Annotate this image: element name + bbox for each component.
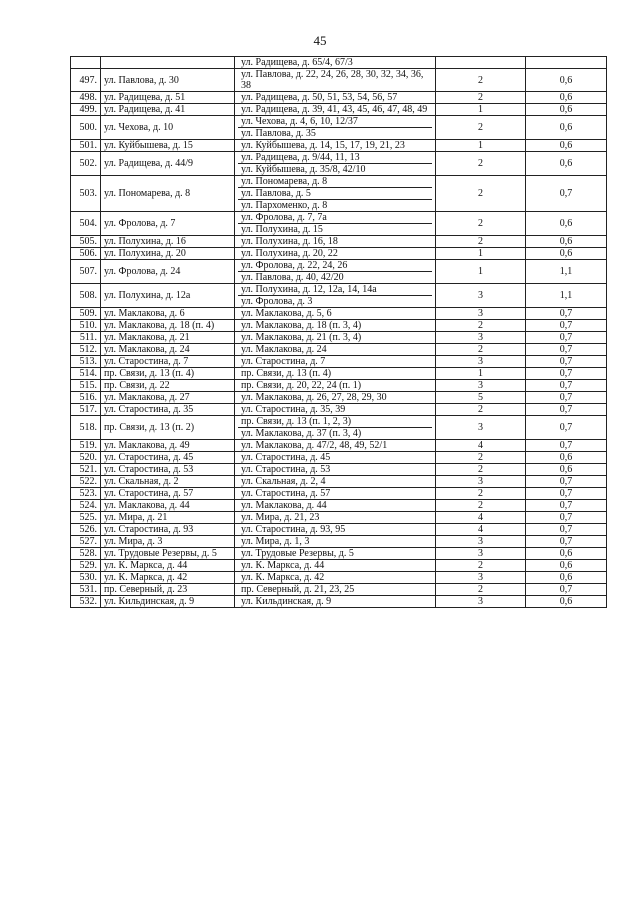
cell-value: 1,1 <box>526 260 607 284</box>
cell-address: ул. Старостина, д. 45 <box>101 452 235 464</box>
cell-count: 2 <box>436 464 526 476</box>
cell-value: 0,7 <box>526 440 607 452</box>
cell-address: ул. Пономарева, д. 8 <box>101 176 235 212</box>
cell-house-list <box>235 416 436 440</box>
cell-number: 525. <box>71 512 101 524</box>
cell-count: 2 <box>436 560 526 572</box>
table-row <box>71 344 607 356</box>
cell-number: 498. <box>71 92 101 104</box>
table-row <box>71 308 607 320</box>
house-list-line: ул. Полухина, д. 15 <box>238 223 432 235</box>
cell-house-list <box>235 356 436 368</box>
house-list-line: пр. Связи, д. 20, 22, 24 (п. 1) <box>241 380 362 391</box>
cell-value: 0,7 <box>526 500 607 512</box>
cell-house-list <box>235 476 436 488</box>
house-list-line: ул. Старостина, д. 93, 95 <box>241 524 346 535</box>
house-list-line: ул. Старостина, д. 53 <box>241 464 331 475</box>
cell-house-list <box>235 536 436 548</box>
house-list-line: ул. Фролова, д. 7, 7а <box>241 212 327 223</box>
cell-house-list <box>235 500 436 512</box>
cell-value: 0,6 <box>526 548 607 560</box>
cell-house-list <box>235 368 436 380</box>
table-row <box>71 92 607 104</box>
cell-number: 511. <box>71 332 101 344</box>
cell-number: 524. <box>71 500 101 512</box>
cell-address <box>101 57 235 69</box>
cell-count: 3 <box>436 476 526 488</box>
cell-number: 518. <box>71 416 101 440</box>
cell-value: 0,6 <box>526 464 607 476</box>
cell-count: 3 <box>436 356 526 368</box>
cell-address: ул. Маклакова, д. 49 <box>101 440 235 452</box>
cell-address: пр. Связи, д. 13 (п. 2) <box>101 416 235 440</box>
table-row <box>71 332 607 344</box>
cell-house-list <box>235 176 436 212</box>
house-list-line: ул. К. Маркса, д. 42 <box>241 572 325 583</box>
page-number: 45 <box>313 33 327 48</box>
house-list-line: ул. Павлова, д. 22, 24, 26, 28, 30, 32, 34, 36, 38 <box>241 69 424 91</box>
house-list-line: ул. Кильдинская, д. 9 <box>241 596 332 607</box>
table-row <box>71 548 607 560</box>
cell-count: 3 <box>436 416 526 440</box>
cell-house-list <box>235 92 436 104</box>
table-body <box>71 57 607 608</box>
cell-value: 0,7 <box>526 536 607 548</box>
house-list-line: ул. Мира, д. 1, 3 <box>241 536 310 547</box>
table-row <box>71 368 607 380</box>
table-row <box>71 560 607 572</box>
house-list-line: ул. Куйбышева, д. 35/8, 42/10 <box>238 163 432 175</box>
cell-number: 504. <box>71 212 101 236</box>
cell-house-list <box>235 572 436 584</box>
house-list-line: ул. Трудовые Резервы, д. 5 <box>241 548 354 559</box>
table-row <box>71 584 607 596</box>
table-row <box>71 524 607 536</box>
cell-house-list <box>235 212 436 236</box>
cell-count: 2 <box>436 69 526 92</box>
cell-address: ул. Маклакова, д. 44 <box>101 500 235 512</box>
cell-address: ул. Чехова, д. 10 <box>101 116 235 140</box>
cell-value: 0,6 <box>526 560 607 572</box>
cell-number: 528. <box>71 548 101 560</box>
cell-value: 0,7 <box>526 404 607 416</box>
cell-address: пр. Северный, д. 23 <box>101 584 235 596</box>
cell-number: 514. <box>71 368 101 380</box>
cell-count: 3 <box>436 332 526 344</box>
table-row <box>71 104 607 116</box>
cell-address: ул. К. Маркса, д. 44 <box>101 560 235 572</box>
cell-value: 0,6 <box>526 248 607 260</box>
cell-number: 503. <box>71 176 101 212</box>
cell-number: 529. <box>71 560 101 572</box>
cell-count: 1 <box>436 260 526 284</box>
cell-address: ул. Скальная, д. 2 <box>101 476 235 488</box>
cell-number: 523. <box>71 488 101 500</box>
cell-value: 0,7 <box>526 368 607 380</box>
house-list-line: ул. Маклакова, д. 26, 27, 28, 29, 30 <box>241 392 387 403</box>
table-row <box>71 476 607 488</box>
cell-house-list <box>235 452 436 464</box>
house-list-line: ул. Пономарева, д. 8 <box>241 176 328 187</box>
table-row <box>71 452 607 464</box>
cell-number: 521. <box>71 464 101 476</box>
cell-number <box>71 57 101 69</box>
cell-count: 2 <box>436 584 526 596</box>
cell-house-list <box>235 152 436 176</box>
table-row <box>71 236 607 248</box>
cell-number: 512. <box>71 344 101 356</box>
cell-house-list <box>235 380 436 392</box>
house-list-line: пр. Связи, д. 13 (п. 1, 2, 3) <box>241 416 352 427</box>
cell-value <box>526 57 607 69</box>
cell-value: 0,6 <box>526 596 607 608</box>
cell-count: 2 <box>436 320 526 332</box>
cell-house-list <box>235 404 436 416</box>
house-list-line: ул. Радищева, д. 39, 41, 43, 45, 46, 47, 48, 49 <box>241 104 428 115</box>
cell-count: 3 <box>436 548 526 560</box>
house-list-line: пр. Северный, д. 21, 23, 25 <box>241 584 355 595</box>
cell-house-list <box>235 488 436 500</box>
cell-count: 2 <box>436 488 526 500</box>
cell-address: ул. Мира, д. 21 <box>101 512 235 524</box>
house-list-line: ул. Мира, д. 21, 23 <box>241 512 320 523</box>
cell-number: 499. <box>71 104 101 116</box>
house-list-line: ул. Маклакова, д. 18 (п. 3, 4) <box>241 320 362 331</box>
cell-count: 2 <box>436 404 526 416</box>
cell-count: 2 <box>436 116 526 140</box>
cell-count: 4 <box>436 512 526 524</box>
cell-house-list <box>235 104 436 116</box>
house-list-line: ул. Старостина, д. 45 <box>241 452 331 463</box>
cell-number: 531. <box>71 584 101 596</box>
cell-count: 2 <box>436 236 526 248</box>
table-row <box>71 440 607 452</box>
house-list-line: ул. Фролова, д. 22, 24, 26 <box>241 260 348 271</box>
cell-house-list <box>235 69 436 92</box>
cell-house-list <box>235 512 436 524</box>
cell-house-list <box>235 440 436 452</box>
cell-address: ул. Радищева, д. 41 <box>101 104 235 116</box>
table-row <box>71 212 607 236</box>
house-list-line: ул. Павлова, д. 40, 42/20 <box>238 271 432 283</box>
cell-number: 502. <box>71 152 101 176</box>
cell-number: 532. <box>71 596 101 608</box>
cell-count: 2 <box>436 152 526 176</box>
cell-number: 517. <box>71 404 101 416</box>
cell-value: 1,1 <box>526 284 607 308</box>
cell-address: ул. Маклакова, д. 24 <box>101 344 235 356</box>
house-list-line: ул. Радищева, д. 50, 51, 53, 54, 56, 57 <box>241 92 398 103</box>
cell-number: 501. <box>71 140 101 152</box>
cell-number: 510. <box>71 320 101 332</box>
house-list-line: ул. Старостина, д. 57 <box>241 488 331 499</box>
cell-address: ул. Фролова, д. 7 <box>101 212 235 236</box>
cell-address: ул. Маклакова, д. 6 <box>101 308 235 320</box>
cell-address: ул. Радищева, д. 44/9 <box>101 152 235 176</box>
table-row <box>71 404 607 416</box>
house-list-line: ул. К. Маркса, д. 44 <box>241 560 325 571</box>
address-table <box>70 56 607 608</box>
cell-value: 0,7 <box>526 380 607 392</box>
cell-count: 2 <box>436 344 526 356</box>
cell-value: 0,7 <box>526 320 607 332</box>
cell-address: ул. Маклакова, д. 21 <box>101 332 235 344</box>
cell-value: 0,6 <box>526 116 607 140</box>
cell-count: 3 <box>436 572 526 584</box>
house-list-line: ул. Павлова, д. 35 <box>238 127 432 139</box>
cell-count: 5 <box>436 392 526 404</box>
cell-number: 516. <box>71 392 101 404</box>
cell-value: 0,7 <box>526 488 607 500</box>
cell-count: 3 <box>436 308 526 320</box>
cell-value: 0,7 <box>526 392 607 404</box>
cell-value: 0,7 <box>526 416 607 440</box>
cell-house-list <box>235 57 436 69</box>
cell-value: 0,7 <box>526 176 607 212</box>
table-row <box>71 356 607 368</box>
house-list-line: ул. Павлова, д. 5 <box>238 187 432 199</box>
cell-house-list <box>235 560 436 572</box>
house-list-line: ул. Маклакова, д. 44 <box>241 500 327 511</box>
cell-count: 2 <box>436 212 526 236</box>
cell-house-list <box>235 596 436 608</box>
cell-number: 508. <box>71 284 101 308</box>
cell-count: 1 <box>436 248 526 260</box>
cell-house-list <box>235 140 436 152</box>
cell-house-list <box>235 524 436 536</box>
cell-address: ул. Мира, д. 3 <box>101 536 235 548</box>
house-list-line: ул. Маклакова, д. 5, 6 <box>241 308 332 319</box>
cell-value: 0,7 <box>526 308 607 320</box>
table-row <box>71 284 607 308</box>
cell-number: 526. <box>71 524 101 536</box>
cell-value: 0,7 <box>526 344 607 356</box>
house-list-line: ул. Скальная, д. 2, 4 <box>241 476 326 487</box>
table-row <box>71 152 607 176</box>
cell-value: 0,7 <box>526 584 607 596</box>
cell-value: 0,6 <box>526 140 607 152</box>
table-row <box>71 488 607 500</box>
cell-house-list <box>235 320 436 332</box>
cell-number: 520. <box>71 452 101 464</box>
house-list-line: ул. Старостина, д. 7 <box>241 356 326 367</box>
cell-count: 1 <box>436 104 526 116</box>
cell-house-list <box>235 548 436 560</box>
cell-address: ул. Трудовые Резервы, д. 5 <box>101 548 235 560</box>
table-row <box>71 248 607 260</box>
cell-house-list <box>235 308 436 320</box>
cell-count: 1 <box>436 140 526 152</box>
table-row <box>71 380 607 392</box>
cell-number: 506. <box>71 248 101 260</box>
cell-address: ул. Полухина, д. 12а <box>101 284 235 308</box>
table-row <box>71 596 607 608</box>
house-list-line: ул. Старостина, д. 35, 39 <box>241 404 346 415</box>
house-list-line: ул. Маклакова, д. 21 (п. 3, 4) <box>241 332 362 343</box>
cell-address: ул. Радищева, д. 51 <box>101 92 235 104</box>
cell-count: 3 <box>436 536 526 548</box>
cell-house-list <box>235 392 436 404</box>
cell-house-list <box>235 284 436 308</box>
cell-address: ул. Полухина, д. 16 <box>101 236 235 248</box>
house-list-line: ул. Радищева, д. 65/4, 67/3 <box>241 57 353 68</box>
cell-value: 0,6 <box>526 452 607 464</box>
cell-house-list <box>235 584 436 596</box>
cell-address: ул. Куйбышева, д. 15 <box>101 140 235 152</box>
house-list-line: ул. Радищева, д. 9/44, 11, 13 <box>241 152 360 163</box>
cell-house-list <box>235 260 436 284</box>
table-row <box>71 392 607 404</box>
cell-value: 0,6 <box>526 152 607 176</box>
table-row <box>71 512 607 524</box>
cell-count: 2 <box>436 500 526 512</box>
cell-number: 530. <box>71 572 101 584</box>
table-row <box>71 416 607 440</box>
cell-count: 3 <box>436 596 526 608</box>
table-row <box>71 140 607 152</box>
cell-house-list <box>235 248 436 260</box>
cell-number: 509. <box>71 308 101 320</box>
cell-address: ул. Старостина, д. 57 <box>101 488 235 500</box>
cell-number: 519. <box>71 440 101 452</box>
cell-value: 0,6 <box>526 212 607 236</box>
cell-value: 0,6 <box>526 572 607 584</box>
cell-house-list <box>235 332 436 344</box>
cell-address: ул. Маклакова, д. 18 (п. 4) <box>101 320 235 332</box>
table-row <box>71 260 607 284</box>
cell-value: 0,7 <box>526 356 607 368</box>
cell-value: 0,6 <box>526 104 607 116</box>
cell-house-list <box>235 464 436 476</box>
cell-count: 1 <box>436 368 526 380</box>
cell-address: ул. Полухина, д. 20 <box>101 248 235 260</box>
table-row <box>71 536 607 548</box>
table-row <box>71 69 607 92</box>
house-list-line: пр. Связи, д. 13 (п. 4) <box>241 368 332 379</box>
cell-address: ул. Старостина, д. 7 <box>101 356 235 368</box>
cell-number: 500. <box>71 116 101 140</box>
cell-address: ул. Фролова, д. 24 <box>101 260 235 284</box>
house-list-line: ул. Куйбышева, д. 14, 15, 17, 19, 21, 23 <box>241 140 405 151</box>
cell-number: 515. <box>71 380 101 392</box>
house-list-line: ул. Фролова, д. 3 <box>238 295 432 307</box>
cell-house-list <box>235 236 436 248</box>
cell-value: 0,6 <box>526 69 607 92</box>
cell-address: ул. Старостина, д. 35 <box>101 404 235 416</box>
cell-count: 2 <box>436 176 526 212</box>
table-row <box>71 176 607 212</box>
cell-address: ул. Кильдинская, д. 9 <box>101 596 235 608</box>
house-list-line: ул. Пархоменко, д. 8 <box>238 199 432 211</box>
cell-value: 0,7 <box>526 512 607 524</box>
cell-value: 0,7 <box>526 332 607 344</box>
house-list-line: ул. Маклакова, д. 24 <box>241 344 327 355</box>
table-row <box>71 116 607 140</box>
cell-address: ул. Старостина, д. 53 <box>101 464 235 476</box>
cell-number: 527. <box>71 536 101 548</box>
house-list-line: ул. Полухина, д. 12, 12а, 14, 14а <box>241 284 377 295</box>
cell-address: ул. Старостина, д. 93 <box>101 524 235 536</box>
cell-house-list <box>235 116 436 140</box>
cell-count: 2 <box>436 452 526 464</box>
cell-address: пр. Связи, д. 22 <box>101 380 235 392</box>
table-row <box>71 572 607 584</box>
cell-address: пр. Связи, д. 13 (п. 4) <box>101 368 235 380</box>
house-list-line: ул. Маклакова, д. 47/2, 48, 49, 52/1 <box>241 440 388 451</box>
cell-count: 4 <box>436 524 526 536</box>
cell-number: 513. <box>71 356 101 368</box>
cell-value: 0,7 <box>526 476 607 488</box>
cell-address: ул. Павлова, д. 30 <box>101 69 235 92</box>
cell-count: 3 <box>436 380 526 392</box>
cell-count: 3 <box>436 284 526 308</box>
cell-number: 507. <box>71 260 101 284</box>
table-row <box>71 500 607 512</box>
table-row <box>71 320 607 332</box>
house-list-line: ул. Полухина, д. 20, 22 <box>241 248 338 259</box>
table-row-continuation <box>71 57 607 69</box>
cell-number: 522. <box>71 476 101 488</box>
table-row <box>71 464 607 476</box>
house-list-line: ул. Маклакова, д. 37 (п. 3, 4) <box>238 427 432 439</box>
cell-house-list <box>235 344 436 356</box>
cell-address: ул. Маклакова, д. 27 <box>101 392 235 404</box>
cell-value: 0,6 <box>526 92 607 104</box>
cell-count: 2 <box>436 92 526 104</box>
house-list-line: ул. Полухина, д. 16, 18 <box>241 236 338 247</box>
cell-number: 505. <box>71 236 101 248</box>
cell-address: ул. К. Маркса, д. 42 <box>101 572 235 584</box>
cell-count: 4 <box>436 440 526 452</box>
cell-number: 497. <box>71 69 101 92</box>
cell-value: 0,7 <box>526 524 607 536</box>
house-list-line: ул. Чехова, д. 4, 6, 10, 12/37 <box>241 116 358 127</box>
cell-value: 0,6 <box>526 236 607 248</box>
cell-count <box>436 57 526 69</box>
